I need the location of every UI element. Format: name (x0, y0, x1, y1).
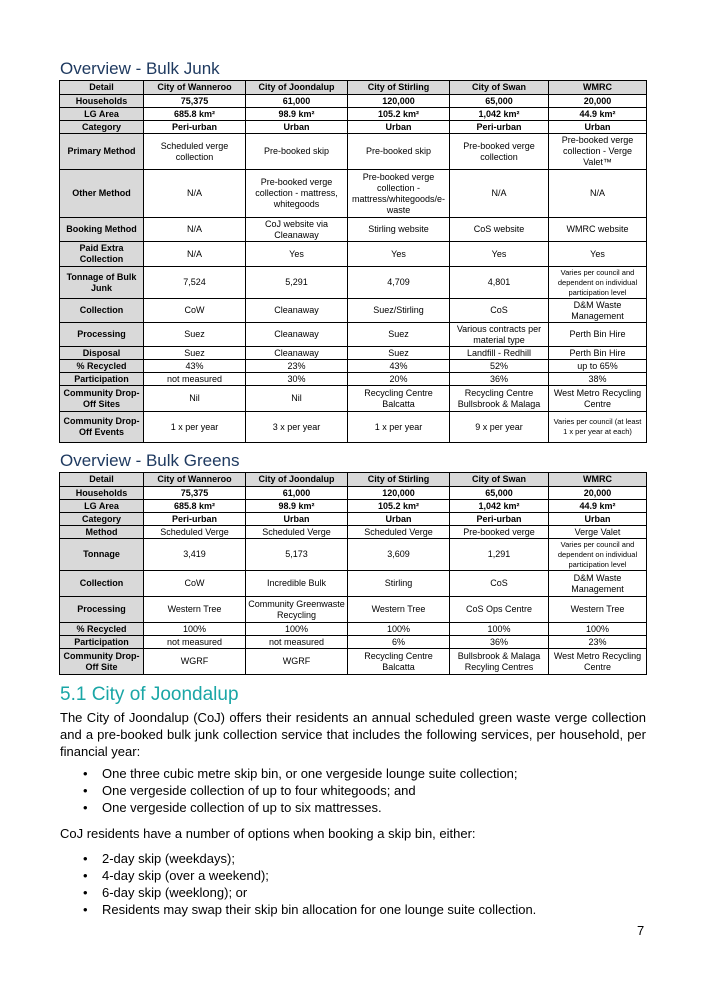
table-cell: Urban (348, 121, 450, 134)
table-cell: Scheduled Verge (348, 526, 450, 539)
table-cell: Urban (246, 121, 348, 134)
table-cell: Yes (450, 242, 549, 267)
header-cell: City of Swan (450, 81, 549, 95)
bulk-junk-title: Overview - Bulk Junk (60, 59, 220, 78)
table-cell: N/A (144, 242, 246, 267)
table-cell: Suez (144, 347, 246, 360)
services-list (60, 765, 518, 816)
table-cell: 1 x per year (348, 412, 450, 443)
bullet-icon: • (83, 885, 88, 900)
header-cell: City of Joondalup (246, 81, 348, 95)
table-cell: 30% (246, 373, 348, 386)
header-cell: Detail (60, 81, 144, 95)
row-label: Tonnage of Bulk Junk (60, 267, 144, 299)
row-label: Community Drop-Off Events (60, 412, 144, 443)
table-cell: 100% (348, 623, 450, 636)
list-item (60, 782, 518, 799)
table-cell: 120,000 (348, 95, 450, 108)
table-cell: 36% (450, 373, 549, 386)
table-cell: Pre-booked verge collection (450, 134, 549, 170)
table-cell: Recycling Centre Bullsbrook & Malaga (450, 386, 549, 412)
table-cell: 43% (348, 360, 450, 373)
table-cell: 100% (144, 623, 246, 636)
table-cell: Pre-booked verge collection - mattress, whitegoods (246, 170, 348, 218)
table-cell: 43% (144, 360, 246, 373)
table-cell: N/A (144, 170, 246, 218)
table-cell: 105.2 km² (348, 500, 450, 513)
table-cell: Urban (549, 513, 647, 526)
table-cell: Urban (348, 513, 450, 526)
table-cell: 1,042 km² (450, 108, 549, 121)
table-cell: 4,801 (450, 267, 549, 299)
table-cell: Verge Valet (549, 526, 647, 539)
table-cell: 44.9 km² (549, 108, 647, 121)
table-cell: 3 x per year (246, 412, 348, 443)
row-label: Category (60, 121, 144, 134)
table-cell: CoS (450, 299, 549, 323)
table-cell: 20,000 (549, 487, 647, 500)
table-row (60, 108, 647, 121)
table-cell: WGRF (144, 649, 246, 675)
list-item (60, 867, 536, 884)
table-cell: 1,291 (450, 539, 549, 571)
table-cell: Western Tree (144, 597, 246, 623)
list-item (60, 765, 518, 782)
table-row (60, 134, 647, 170)
table-cell: Perth Bin Hire (549, 347, 647, 360)
row-label: Community Drop-Off Sites (60, 386, 144, 412)
list-item (60, 799, 518, 816)
bulk-greens-table (59, 472, 647, 675)
list-item-text: 2-day skip (weekdays); (102, 851, 235, 866)
table-cell: 1 x per year (144, 412, 246, 443)
table-header-row (60, 473, 647, 487)
table-cell: 61,000 (246, 487, 348, 500)
table-cell: WMRC website (549, 218, 647, 242)
table-cell: 36% (450, 636, 549, 649)
table-cell: 20,000 (549, 95, 647, 108)
table-cell: Incredible Bulk (246, 571, 348, 597)
table-cell: Pre-booked verge (450, 526, 549, 539)
row-label: Disposal (60, 347, 144, 360)
table-header-row (60, 81, 647, 95)
table-cell: Various contracts per material type (450, 323, 549, 347)
table-cell: Suez (348, 323, 450, 347)
table-cell: Cleanaway (246, 323, 348, 347)
table-row (60, 649, 647, 675)
list-item-text: Residents may swap their skip bin allocation for one lounge suite collection. (102, 902, 537, 917)
table-cell: N/A (144, 218, 246, 242)
table-cell: 65,000 (450, 487, 549, 500)
table-cell: Cleanaway (246, 299, 348, 323)
table-cell: Yes (549, 242, 647, 267)
table-cell: Western Tree (348, 597, 450, 623)
table-cell: Recycling Centre Balcatta (348, 649, 450, 675)
table-cell: 61,000 (246, 95, 348, 108)
table-cell: not measured (144, 373, 246, 386)
bulk-greens-title: Overview - Bulk Greens (60, 451, 240, 470)
list-item (60, 850, 536, 867)
row-label: Community Drop-Off Site (60, 649, 144, 675)
table-cell: Suez (348, 347, 450, 360)
bullet-icon: • (83, 868, 88, 883)
row-label: Other Method (60, 170, 144, 218)
header-cell: City of Stirling (348, 81, 450, 95)
page-number: 7 (637, 923, 645, 938)
table-row (60, 412, 647, 443)
table-cell: Bullsbrook & Malaga Recyling Centres (450, 649, 549, 675)
options-list (60, 850, 536, 918)
table-cell: CoW (144, 299, 246, 323)
table-cell: Urban (246, 513, 348, 526)
table-cell: 75,375 (144, 487, 246, 500)
table-row (60, 218, 647, 242)
section-heading: 5.1 City of Joondalup (60, 684, 239, 705)
table-row (60, 487, 647, 500)
row-label: Collection (60, 571, 144, 597)
row-label: Booking Method (60, 218, 144, 242)
table-row (60, 170, 647, 218)
table-row (60, 323, 647, 347)
table-cell: Stirling website (348, 218, 450, 242)
row-label: Method (60, 526, 144, 539)
table-cell: 65,000 (450, 95, 549, 108)
table-cell: Yes (246, 242, 348, 267)
list-item-text: One vergeside collection of up to six mattresses. (102, 800, 382, 815)
table-row (60, 500, 647, 513)
table-row (60, 299, 647, 323)
table-cell: Suez (144, 323, 246, 347)
table-cell: N/A (450, 170, 549, 218)
bullet-icon: • (83, 851, 88, 866)
header-cell: City of Wanneroo (144, 81, 246, 95)
table-cell: 100% (246, 623, 348, 636)
table-cell: Varies per council (at least 1 x per year at each) (549, 412, 647, 443)
list-item-text: 4-day skip (over a weekend); (102, 868, 269, 883)
table-cell: Community Greenwaste Recycling (246, 597, 348, 623)
row-label: Households (60, 487, 144, 500)
table-cell: Yes (348, 242, 450, 267)
table-cell: Varies per council and dependent on individual participation level (549, 539, 647, 571)
table-cell: D&M Waste Management (549, 571, 647, 597)
table-cell: CoS Ops Centre (450, 597, 549, 623)
table-row (60, 386, 647, 412)
table-cell: 23% (246, 360, 348, 373)
table-cell: Suez/Stirling (348, 299, 450, 323)
table-cell: 685.8 km² (144, 500, 246, 513)
row-label: Processing (60, 597, 144, 623)
table-cell: CoS (450, 571, 549, 597)
table-row (60, 636, 647, 649)
row-label: Paid Extra Collection (60, 242, 144, 267)
table-cell: Western Tree (549, 597, 647, 623)
table-cell: CoJ website via Cleanaway (246, 218, 348, 242)
header-cell: City of Swan (450, 473, 549, 487)
table-row (60, 95, 647, 108)
table-cell: 100% (450, 623, 549, 636)
header-cell: Detail (60, 473, 144, 487)
table-cell: Peri-urban (144, 513, 246, 526)
bulk-junk-table (59, 80, 647, 443)
table-cell: Recycling Centre Balcatta (348, 386, 450, 412)
bullet-icon: • (83, 800, 88, 815)
table-cell: 120,000 (348, 487, 450, 500)
table-cell: Peri-urban (450, 121, 549, 134)
table-cell: 5,173 (246, 539, 348, 571)
options-intro: CoJ residents have a number of options when booking a skip bin, either: (60, 826, 476, 841)
table-cell: Pre-booked skip (348, 134, 450, 170)
table-cell: 44.9 km² (549, 500, 647, 513)
table-cell: 98.9 km² (246, 500, 348, 513)
table-cell: D&M Waste Management (549, 299, 647, 323)
list-item (60, 884, 536, 901)
table-cell: CoS website (450, 218, 549, 242)
table-cell: 1,042 km² (450, 500, 549, 513)
table-cell: 20% (348, 373, 450, 386)
table-row (60, 242, 647, 267)
header-cell: City of Joondalup (246, 473, 348, 487)
table-cell: 98.9 km² (246, 108, 348, 121)
table-row (60, 513, 647, 526)
table-cell: 3,419 (144, 539, 246, 571)
table-cell: Scheduled Verge (144, 526, 246, 539)
table-cell: not measured (144, 636, 246, 649)
table-cell: Cleanaway (246, 347, 348, 360)
header-cell: City of Wanneroo (144, 473, 246, 487)
table-row (60, 373, 647, 386)
table-row (60, 597, 647, 623)
table-cell: 105.2 km² (348, 108, 450, 121)
table-cell: 38% (549, 373, 647, 386)
table-cell: 5,291 (246, 267, 348, 299)
table-row (60, 571, 647, 597)
list-item (60, 901, 536, 918)
table-cell: Pre-booked verge collection - Verge Valet™ (549, 134, 647, 170)
list-item-text: One three cubic metre skip bin, or one vergeside lounge suite collection; (102, 766, 518, 781)
table-cell: 685.8 km² (144, 108, 246, 121)
bullet-icon: • (83, 902, 88, 917)
table-cell: CoW (144, 571, 246, 597)
table-row (60, 121, 647, 134)
table-cell: 4,709 (348, 267, 450, 299)
bullet-icon: • (83, 766, 88, 781)
table-cell: Varies per council and dependent on individual participation level (549, 267, 647, 299)
table-row (60, 347, 647, 360)
table-cell: Stirling (348, 571, 450, 597)
row-label: Participation (60, 636, 144, 649)
row-label: Collection (60, 299, 144, 323)
row-label: Primary Method (60, 134, 144, 170)
table-cell: Peri-urban (144, 121, 246, 134)
table-cell: Peri-urban (450, 513, 549, 526)
row-label: % Recycled (60, 623, 144, 636)
table-row (60, 623, 647, 636)
row-label: Participation (60, 373, 144, 386)
table-cell: Perth Bin Hire (549, 323, 647, 347)
table-row (60, 360, 647, 373)
table-cell: 6% (348, 636, 450, 649)
header-cell: City of Stirling (348, 473, 450, 487)
table-cell: Urban (549, 121, 647, 134)
table-cell: Nil (144, 386, 246, 412)
row-label: % Recycled (60, 360, 144, 373)
table-cell: 100% (549, 623, 647, 636)
row-label: LG Area (60, 108, 144, 121)
row-label: LG Area (60, 500, 144, 513)
table-cell: 52% (450, 360, 549, 373)
header-cell: WMRC (549, 473, 647, 487)
table-cell: Scheduled verge collection (144, 134, 246, 170)
table-cell: West Metro Recycling Centre (549, 386, 647, 412)
list-item-text: 6-day skip (weeklong); or (102, 885, 248, 900)
row-label: Category (60, 513, 144, 526)
header-cell: WMRC (549, 81, 647, 95)
table-cell: 3,609 (348, 539, 450, 571)
table-cell: 75,375 (144, 95, 246, 108)
table-cell: Scheduled Verge (246, 526, 348, 539)
table-cell: Pre-booked skip (246, 134, 348, 170)
table-cell: 23% (549, 636, 647, 649)
table-row (60, 526, 647, 539)
list-item-text: One vergeside collection of up to four whitegoods; and (102, 783, 416, 798)
section-intro: The City of Joondalup (CoJ) offers their residents an annual scheduled green waste verge collection and a pre-booked bulk junk collection service that includes the following services, per household, per financial year: (60, 710, 646, 759)
table-cell: West Metro Recycling Centre (549, 649, 647, 675)
row-label: Households (60, 95, 144, 108)
table-cell: not measured (246, 636, 348, 649)
table-cell: 9 x per year (450, 412, 549, 443)
table-cell: 7,524 (144, 267, 246, 299)
table-cell: N/A (549, 170, 647, 218)
table-row (60, 267, 647, 299)
bullet-icon: • (83, 783, 88, 798)
table-row (60, 539, 647, 571)
table-cell: Landfill - Redhill (450, 347, 549, 360)
table-cell: WGRF (246, 649, 348, 675)
table-cell: Pre-booked verge collection - mattress/whitegoods/e-waste (348, 170, 450, 218)
table-cell: up to 65% (549, 360, 647, 373)
row-label: Tonnage (60, 539, 144, 571)
table-cell: Nil (246, 386, 348, 412)
row-label: Processing (60, 323, 144, 347)
